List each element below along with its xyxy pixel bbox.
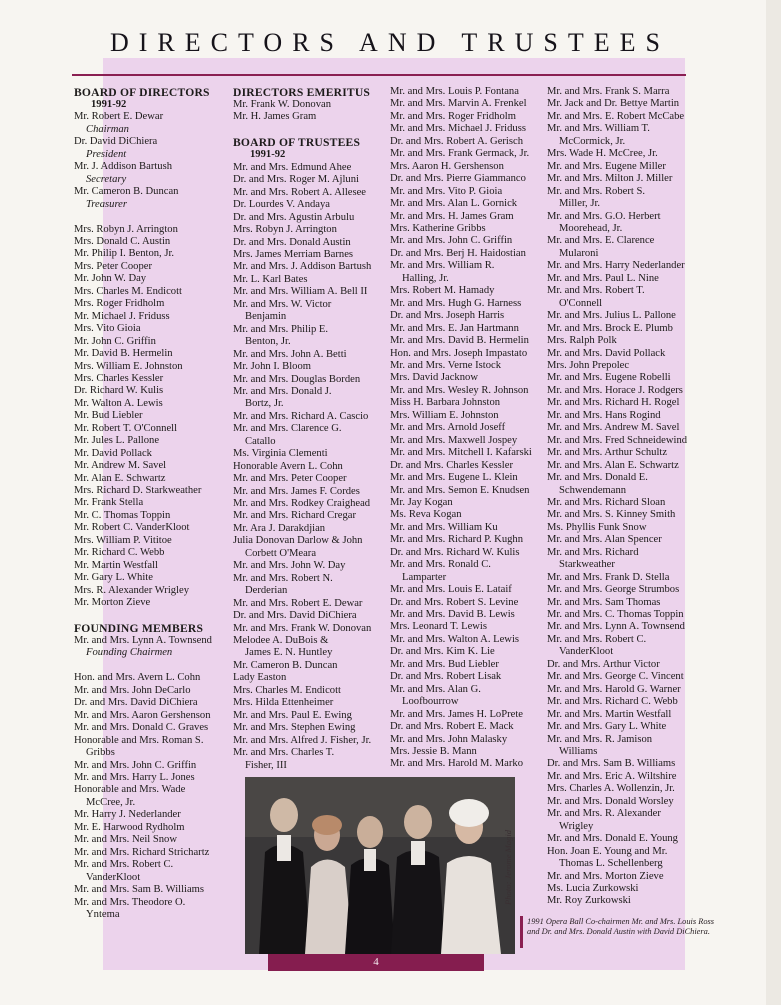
name-entry: Mr. and Mrs. Gary L. White <box>547 721 667 733</box>
name-entry: Mr. and Mrs. Semon E. Knudsen <box>390 484 530 496</box>
name-entry: Mrs. William E. Johnston <box>390 409 499 421</box>
name-continuation: McCree, Jr. <box>86 796 136 808</box>
name-entry: Mr. and Mrs. Bud Liebler <box>390 658 499 670</box>
name-entry: Mr. and Mrs. S. Kinney Smith <box>547 509 676 521</box>
name-entry: Mr. Morton Zieve <box>74 597 151 609</box>
name-entry: Mr. and Mrs. Sam Thomas <box>547 596 661 608</box>
name-entry: Mr. and Mrs. Walton A. Lewis <box>390 633 520 645</box>
name-entry: Mr. and Mrs. Robert E. Dewar <box>233 597 363 609</box>
page-number: 4 <box>373 956 379 968</box>
role-label: Chairman <box>86 123 129 135</box>
name-entry: Mrs. James Merriam Barnes <box>233 248 354 260</box>
name-entry: Mr. and Mrs. Donald C. Graves <box>74 722 209 734</box>
name-entry: Dr. David DiChiera <box>74 136 158 148</box>
name-entry: Mr. Cameron B. Duncan <box>74 186 179 198</box>
name-entry: Mr. and Mrs. Eric A. Wiltshire <box>547 770 677 782</box>
name-continuation: Fisher, III <box>245 759 287 771</box>
name-entry: Dr. Richard W. Kulis <box>74 385 164 397</box>
name-entry: Mr. Cameron B. Duncan <box>233 659 338 671</box>
name-entry: Honorable Avern L. Cohn <box>233 460 343 472</box>
name-entry: Mr. and Mrs. William R. <box>390 260 495 272</box>
name-entry: Mr. and Mrs. Rodkey Craighead <box>233 498 371 510</box>
title-rule <box>72 74 686 76</box>
name-entry: Mr. and Mrs. James F. Cordes <box>233 485 360 497</box>
name-entry: Mr. and Mrs. Frank S. Marra <box>547 86 670 97</box>
name-entry: Mr. and Mrs. Richard P. Kughn <box>390 534 524 546</box>
photo <box>245 777 515 954</box>
name-entry: Mr. Michael J. Friduss <box>74 310 170 322</box>
name-entry: Mr. and Mrs. Richard <box>547 546 639 558</box>
person-4-shirt <box>411 841 425 865</box>
name-entry: Mr. and Mrs. Robert A. Allesee <box>233 186 366 198</box>
name-entry: Dr. and Mrs. Pierre Giammanco <box>390 173 526 185</box>
name-entry: Mr. and Mrs. Robert C. <box>74 859 174 871</box>
name-continuation: Lamparter <box>402 571 447 583</box>
name-entry: Mr. and Mrs. Alan G. <box>390 683 481 695</box>
name-entry: Mr. and Mrs. Robert C. <box>547 633 647 645</box>
name-entry: Lady Easton <box>233 672 287 684</box>
name-entry: Mr. and Mrs. Alan Spencer <box>547 534 662 546</box>
name-entry: Mrs. Charles A. Wollenzin, Jr. <box>547 783 675 795</box>
spacer <box>74 610 230 622</box>
name-entry: Mr. and Mrs. Paul L. Nine <box>547 272 659 284</box>
name-entry: Melodee A. DuBois & <box>233 635 329 647</box>
name-entry: Mr. and Mrs. Vito P. Gioia <box>390 185 503 197</box>
spacer <box>74 660 230 672</box>
name-entry: Dr. and Mrs. Agustin Arbulu <box>233 211 355 223</box>
name-entry: Mr. and Mrs. R. Jamison <box>547 733 653 745</box>
name-entry: Mr. and Mrs. George C. Vincent <box>547 671 684 683</box>
name-entry: Mr. and Mrs. Frank D. Stella <box>547 571 670 583</box>
photo-credit: Photo: Jerome Magid <box>503 829 513 905</box>
name-entry: Mr. J. Addison Bartush <box>74 161 173 173</box>
name-entry: Mrs. Charles M. Endicott <box>74 285 182 297</box>
person-2-hair <box>312 815 342 835</box>
name-entry: Mr. and Mrs. G.O. Herbert <box>547 210 661 222</box>
name-entry: Mr. David Pollack <box>74 447 152 459</box>
section-heading: BOARD OF DIRECTORS <box>74 86 210 99</box>
person-1-shirt <box>277 835 291 861</box>
name-entry: Mr. Robert E. Dewar <box>74 111 164 123</box>
person-1-head <box>270 798 298 832</box>
scan-edge <box>766 0 781 1005</box>
name-entry: Mr. Ara J. Darakdjian <box>233 522 326 534</box>
name-entry: Mr. and Mrs. Richard Strichartz <box>74 846 210 858</box>
name-entry: Dr. and Mrs. Berj H. Haidostian <box>390 247 526 259</box>
name-entry: Mr. and Mrs. Louis E. Lataif <box>390 584 512 596</box>
name-entry: Ms. Lucia Zurkowski <box>547 883 639 894</box>
name-entry: Mr. John C. Griffin <box>74 335 156 347</box>
name-entry: Mr. and Mrs. Arnold Joseff <box>390 422 506 434</box>
name-entry: Ms. Phyllis Funk Snow <box>547 521 647 533</box>
name-entry: Mr. and Mrs. Harry Nederlander <box>547 260 685 272</box>
name-entry: Mr. and Mrs. E. Clarence <box>547 235 655 247</box>
column-3 <box>390 86 546 771</box>
name-entry: Mr. and Mrs. Roger Fridholm <box>390 110 516 122</box>
name-entry: Mr. Roy Zurkowski <box>547 895 631 907</box>
name-continuation: Derderian <box>245 585 288 597</box>
name-continuation: VanderKloot <box>559 646 614 658</box>
person-3-shirt <box>364 849 376 871</box>
name-entry: Mr. and Mrs. Frank W. Donovan <box>233 622 372 634</box>
name-entry: Mrs. Jessie B. Mann <box>390 746 477 758</box>
name-entry: Mr. Jules L. Pallone <box>74 435 160 447</box>
name-entry: Mr. H. James Gram <box>233 111 317 123</box>
name-entry: Mr. and Mrs. Sam B. Williams <box>74 884 205 896</box>
name-entry: Mr. and Mrs. C. Thomas Toppin <box>547 609 684 621</box>
name-entry: Mr. and Mrs. John C. Griffin <box>390 235 513 247</box>
name-entry: Dr. and Mrs. Joseph Harris <box>390 310 505 322</box>
name-entry: Mrs. Robert M. Hamady <box>390 285 495 297</box>
name-continuation: Moorehead, Jr. <box>559 222 623 234</box>
name-entry: Mr. and Mrs. Richard C. Webb <box>547 696 678 708</box>
name-entry: Mrs. Charles M. Endicott <box>233 684 341 696</box>
name-entry: Mr. and Mrs. E. Jan Hartmann <box>390 322 519 334</box>
name-entry: Mr. Jay Kogan <box>390 496 453 508</box>
name-entry: Mr. and Mrs. Richard A. Cascio <box>233 410 369 422</box>
name-entry: Mr. and Mrs. H. James Gram <box>390 210 514 222</box>
name-entry: Mr. and Mrs. Michael J. Friduss <box>390 123 526 135</box>
name-entry: Dr. Lourdes V. Andaya <box>233 199 331 211</box>
name-continuation: Miller, Jr. <box>559 198 601 210</box>
name-entry: Mr. and Mrs. Robert T. <box>547 285 645 297</box>
column-1 <box>74 86 230 921</box>
name-entry: Mr. and Mrs. John Malasky <box>390 733 508 745</box>
name-entry: Mr. and Mrs. Verne Istock <box>390 359 502 371</box>
page-number-bar <box>268 954 484 971</box>
name-entry: Dr. and Mrs. Sam B. Williams <box>547 758 676 770</box>
name-entry: Mr. and Mrs. Alan L. Gornick <box>390 198 518 210</box>
name-entry: Dr. and Mrs. Robert S. Levine <box>390 596 519 608</box>
name-continuation: Benjamin <box>245 311 287 323</box>
name-entry: Mr. and Mrs. Eugene L. Klein <box>390 472 518 484</box>
name-entry: Mr. David B. Hermelin <box>74 348 173 360</box>
name-entry: Mr. and Mrs. William T. <box>547 123 650 135</box>
name-entry: Mr. and Mrs. Alan E. Schwartz <box>547 459 679 471</box>
name-entry: Mr. and Mrs. Donald Worsley <box>547 795 674 807</box>
name-entry: Mr. and Mrs. Stephen Ewing <box>233 722 356 734</box>
name-continuation: O'Connell <box>559 297 603 309</box>
name-entry: Mr. Frank Stella <box>74 497 144 509</box>
name-entry: Mr. and Mrs. W. Victor <box>233 298 332 310</box>
column-2 <box>233 86 389 772</box>
name-entry: Mr. and Mrs. Marvin A. Frenkel <box>390 98 527 110</box>
name-entry: Honorable and Mrs. Roman S. <box>74 734 204 746</box>
name-continuation: Wrigley <box>559 820 594 832</box>
name-entry: Mr. and Mrs. David Pollack <box>547 347 666 359</box>
name-entry: Hon. and Mrs. Joseph Impastato <box>390 347 528 359</box>
name-entry: Mr. E. Harwood Rydholm <box>74 821 185 833</box>
name-continuation: Schwendemann <box>559 484 627 496</box>
name-continuation: Benton, Jr. <box>245 336 291 348</box>
name-entry: Mr. Jack and Dr. Bettye Martin <box>547 98 680 110</box>
name-entry: Mrs. Peter Cooper <box>74 260 152 272</box>
caption-bar <box>520 916 523 948</box>
name-entry: Mr. and Mrs. Charles T. <box>233 747 335 759</box>
name-entry: Mr. Gary L. White <box>74 572 153 584</box>
name-continuation: Catallo <box>245 435 276 447</box>
name-entry: Mr. and Mrs. Theodore O. <box>74 896 186 908</box>
name-entry: Mr. and Mrs. Brock E. Plumb <box>547 322 673 334</box>
name-entry: Mr. and Mrs. Paul E. Ewing <box>233 709 352 721</box>
name-entry: Mr. and Mrs. Andrew M. Savel <box>547 422 680 434</box>
name-entry: Mrs. Leonard T. Lewis <box>390 621 487 633</box>
name-entry: Mr. and Mrs. Eugene Robelli <box>547 372 671 384</box>
name-continuation: Loofbourrow <box>402 696 459 708</box>
name-entry: Mr. and Mrs. Mitchell I. Kafarski <box>390 447 532 459</box>
name-continuation: VanderKloot <box>86 871 141 883</box>
name-entry: Mr. and Mrs. E. Robert McCabe <box>547 110 685 122</box>
name-continuation: Halling, Jr. <box>402 272 449 284</box>
photo-caption: 1991 Opera Ball Co-chairmen Mr. and Mrs. Louis Ross and Dr. and Mrs. Donald Austin with David DiChiera. <box>527 917 715 937</box>
name-entry: Mr. and Mrs. Lynn A. Townsend <box>547 621 685 633</box>
name-entry: Mr. and Mrs. Harry L. Jones <box>74 771 195 783</box>
name-entry: Mr. and Mrs. Edmund Ahee <box>233 161 352 173</box>
name-entry: Mr. and Mrs. Horace J. Rodgers <box>547 384 683 396</box>
name-entry: Hon. and Mrs. Avern L. Cohn <box>74 672 201 684</box>
name-entry: Mr. and Mrs. John W. Day <box>233 560 346 572</box>
name-entry: Mrs. Charles Kessler <box>74 372 164 384</box>
person-5-hair <box>449 799 489 827</box>
name-entry: Mr. and Mrs. Lynn A. Townsend <box>74 635 212 646</box>
name-entry: Mr. Frank W. Donovan <box>233 99 331 110</box>
name-entry: Mr. Martin Westfall <box>74 559 158 571</box>
name-entry: Mrs. Robyn J. Arrington <box>233 224 337 236</box>
name-entry: Mr. and Mrs. Aaron Gershenson <box>74 709 211 721</box>
name-entry: Mr. and Mrs. Richard Sloan <box>547 496 666 508</box>
name-entry: Mr. and Mrs. Maxwell Jospey <box>390 434 518 446</box>
name-entry: Dr. and Mrs. Robert A. Gerisch <box>390 135 523 147</box>
name-entry: Mr. and Mrs. Douglas Borden <box>233 373 361 385</box>
name-entry: Mr. and Mrs. Frank Germack, Jr. <box>390 148 530 160</box>
name-entry: Honorable and Mrs. Wade <box>74 784 186 796</box>
name-entry: Mrs. Donald C. Austin <box>74 235 171 247</box>
role-label: Treasurer <box>86 198 128 210</box>
name-entry: Julia Donovan Darlow & John <box>233 535 363 547</box>
name-entry: Mr. and Mrs. Alfred J. Fisher, Jr. <box>233 734 372 746</box>
name-continuation: McCormick, Jr. <box>559 135 626 147</box>
name-continuation: Mularoni <box>559 247 599 259</box>
name-entry: Mrs. Roger Fridholm <box>74 298 165 310</box>
name-entry: Mr. Richard C. Webb <box>74 547 165 559</box>
name-entry: Mr. and Mrs. Richard H. Rogel <box>547 397 680 409</box>
person-3-suit <box>345 858 395 954</box>
name-entry: Mr. and Mrs. Donald J. <box>233 385 332 397</box>
name-entry: Mr. and Mrs. Ronald C. <box>390 559 491 571</box>
column-4 <box>547 86 707 908</box>
name-entry: Mr. and Mrs. Fred Schneidewind <box>547 434 688 446</box>
page-title: DIRECTORS AND TRUSTEES <box>110 28 670 57</box>
name-continuation: Thomas L. Schellenberg <box>559 858 663 870</box>
season-year: 1991-92 <box>91 99 127 110</box>
name-entry: Mr. and Mrs. Martin Westfall <box>547 708 672 720</box>
name-continuation: Gribbs <box>86 747 115 759</box>
name-entry: Dr. and Mrs. Richard W. Kulis <box>390 546 520 558</box>
person-4-suit <box>391 850 445 954</box>
name-entry: Mr. and Mrs. Milton J. Miller <box>547 173 673 185</box>
name-entry: Mr. and Mrs. Donald E. Young <box>547 833 678 845</box>
person-3-head <box>357 816 383 848</box>
name-entry: Mr. and Mrs. John DeCarlo <box>74 684 191 696</box>
name-entry: Mrs. Richard D. Starkweather <box>74 485 202 497</box>
name-entry: Dr. and Mrs. Charles Kessler <box>390 459 513 471</box>
name-continuation: Bortz, Jr. <box>245 398 284 410</box>
name-entry: Mr. John I. Bloom <box>233 361 311 373</box>
role-label: Founding Chairmen <box>86 647 173 659</box>
name-entry: Mr. John W. Day <box>74 273 147 285</box>
role-label: President <box>86 148 127 160</box>
name-entry: Dr. and Mrs. David DiChiera <box>233 610 357 622</box>
name-entry: Mr. Bud Liebler <box>74 410 143 422</box>
name-entry: Ms. Reva Kogan <box>390 509 462 521</box>
name-entry: Mrs. Vito Gioia <box>74 323 141 335</box>
name-entry: Mr. Walton A. Lewis <box>74 397 163 409</box>
name-entry: Hon. Joan E. Young and Mr. <box>547 845 668 857</box>
name-entry: Mr. and Mrs. Philip E. <box>233 323 329 335</box>
name-entry: Mr. and Mrs. Arthur Schultz <box>547 447 668 459</box>
name-entry: Mr. and Mrs. Louis P. Fontana <box>390 86 519 97</box>
name-entry: Mr. and Mrs. Donald E. <box>547 472 648 484</box>
name-entry: Mr. and Mrs. Hugh G. Harness <box>390 297 522 309</box>
name-entry: Mrs. John Prepolec <box>547 359 630 371</box>
role-label: Secretary <box>86 173 127 185</box>
name-entry: Mr. and Mrs. Harold M. Marko <box>390 758 523 770</box>
name-entry: Miss H. Barbara Johnston <box>390 397 501 409</box>
name-entry: Mr. and Mrs. William A. Bell II <box>233 286 368 298</box>
name-entry: Mr. Andrew M. Savel <box>74 460 167 472</box>
name-entry: Mr. and Mrs. Wesley R. Johnson <box>390 384 529 396</box>
name-entry: Mrs. William P. Vititoe <box>74 534 172 546</box>
name-entry: Mrs. David Jacknow <box>390 372 478 384</box>
section-heading: BOARD OF TRUSTEES <box>233 136 361 150</box>
name-entry: Mr. and Mrs. J. Addison Bartush <box>233 261 372 273</box>
name-entry: Dr. and Mrs. Arthur Victor <box>547 658 660 670</box>
name-continuation: Williams <box>559 746 598 758</box>
name-entry: Dr. and Mrs. Roger M. Ajluni <box>233 174 359 186</box>
section-heading: DIRECTORS EMERITUS <box>233 86 371 99</box>
name-entry: Mrs. R. Alexander Wrigley <box>74 584 190 596</box>
name-entry: Mr. L. Karl Bates <box>233 273 308 285</box>
name-entry: Mr. and Mrs. Morton Zieve <box>547 870 664 882</box>
name-continuation: James E. N. Huntley <box>245 647 333 659</box>
name-continuation: Yntema <box>86 908 120 920</box>
name-entry: Mr. and Mrs. David B. Lewis <box>390 609 515 621</box>
season-year: 1991-92 <box>250 149 286 161</box>
name-entry: Mrs. Hilda Ettenheimer <box>233 697 334 709</box>
name-entry: Mr. and Mrs. R. Alexander <box>547 808 661 820</box>
spacer <box>74 211 230 223</box>
name-entry: Mrs. Katherine Gribbs <box>390 222 486 234</box>
name-entry: Mrs. Aaron H. Gershenson <box>390 160 504 172</box>
name-entry: Mrs. Wade H. McCree, Jr. <box>547 148 658 160</box>
name-continuation: Starkweather <box>559 559 615 571</box>
name-entry: Mr. and Mrs. John A. Betti <box>233 348 347 360</box>
name-entry: Mr. Harry J. Nederlander <box>74 809 181 821</box>
spacer <box>233 124 389 136</box>
name-entry: Mr. and Mrs. Eugene Miller <box>547 160 666 172</box>
name-entry: Dr. and Mrs. Robert Lisak <box>390 671 502 683</box>
name-entry: Mr. and Mrs. Hans Rogind <box>547 409 661 421</box>
name-entry: Dr. and Mrs. David DiChiera <box>74 697 198 709</box>
name-entry: Mr. and Mrs. William Ku <box>390 521 498 533</box>
name-entry: Mr. and Mrs. Julius L. Pallone <box>547 310 676 322</box>
name-entry: Mr. Robert C. VanderKloot <box>74 522 190 534</box>
name-entry: Mr. and Mrs. John C. Griffin <box>74 759 197 771</box>
name-entry: Mr. Philip I. Benton, Jr. <box>74 248 175 260</box>
name-continuation: Corbett O'Meara <box>245 547 317 559</box>
name-entry: Mr. and Mrs. Richard Cregar <box>233 510 356 522</box>
name-entry: Mr. and Mrs. James H. LoPrete <box>390 708 523 720</box>
section-heading: FOUNDING MEMBERS <box>74 622 204 635</box>
name-entry: Mrs. Ralph Polk <box>547 335 617 347</box>
name-entry: Dr. and Mrs. Robert E. Mack <box>390 721 514 733</box>
name-entry: Mrs. Robyn J. Arrington <box>74 223 178 235</box>
name-entry: Mr. and Mrs. Clarence G. <box>233 423 342 435</box>
name-entry: Mr. and Mrs. George Strumbos <box>547 584 680 596</box>
person-4-head <box>404 805 432 839</box>
name-entry: Ms. Virginia Clementi <box>233 448 328 460</box>
name-entry: Mr. and Mrs. Neil Snow <box>74 834 177 846</box>
name-entry: Mr. and Mrs. David B. Hermelin <box>390 335 529 347</box>
name-entry: Mrs. William E. Johnston <box>74 360 183 372</box>
name-entry: Mr. Alan E. Schwartz <box>74 472 166 484</box>
name-entry: Dr. and Mrs. Donald Austin <box>233 236 351 248</box>
name-entry: Mr. Robert T. O'Connell <box>74 422 178 434</box>
name-entry: Mr. and Mrs. Robert S. <box>547 185 645 197</box>
group-photo-illustration <box>245 777 515 954</box>
name-entry: Mr. and Mrs. Robert N. <box>233 572 333 584</box>
name-entry: Mr. C. Thomas Toppin <box>74 509 171 521</box>
name-entry: Dr. and Mrs. Kim K. Lie <box>390 646 495 658</box>
name-entry: Mr. and Mrs. Harold G. Warner <box>547 683 681 695</box>
name-entry: Mr. and Mrs. Peter Cooper <box>233 473 347 485</box>
